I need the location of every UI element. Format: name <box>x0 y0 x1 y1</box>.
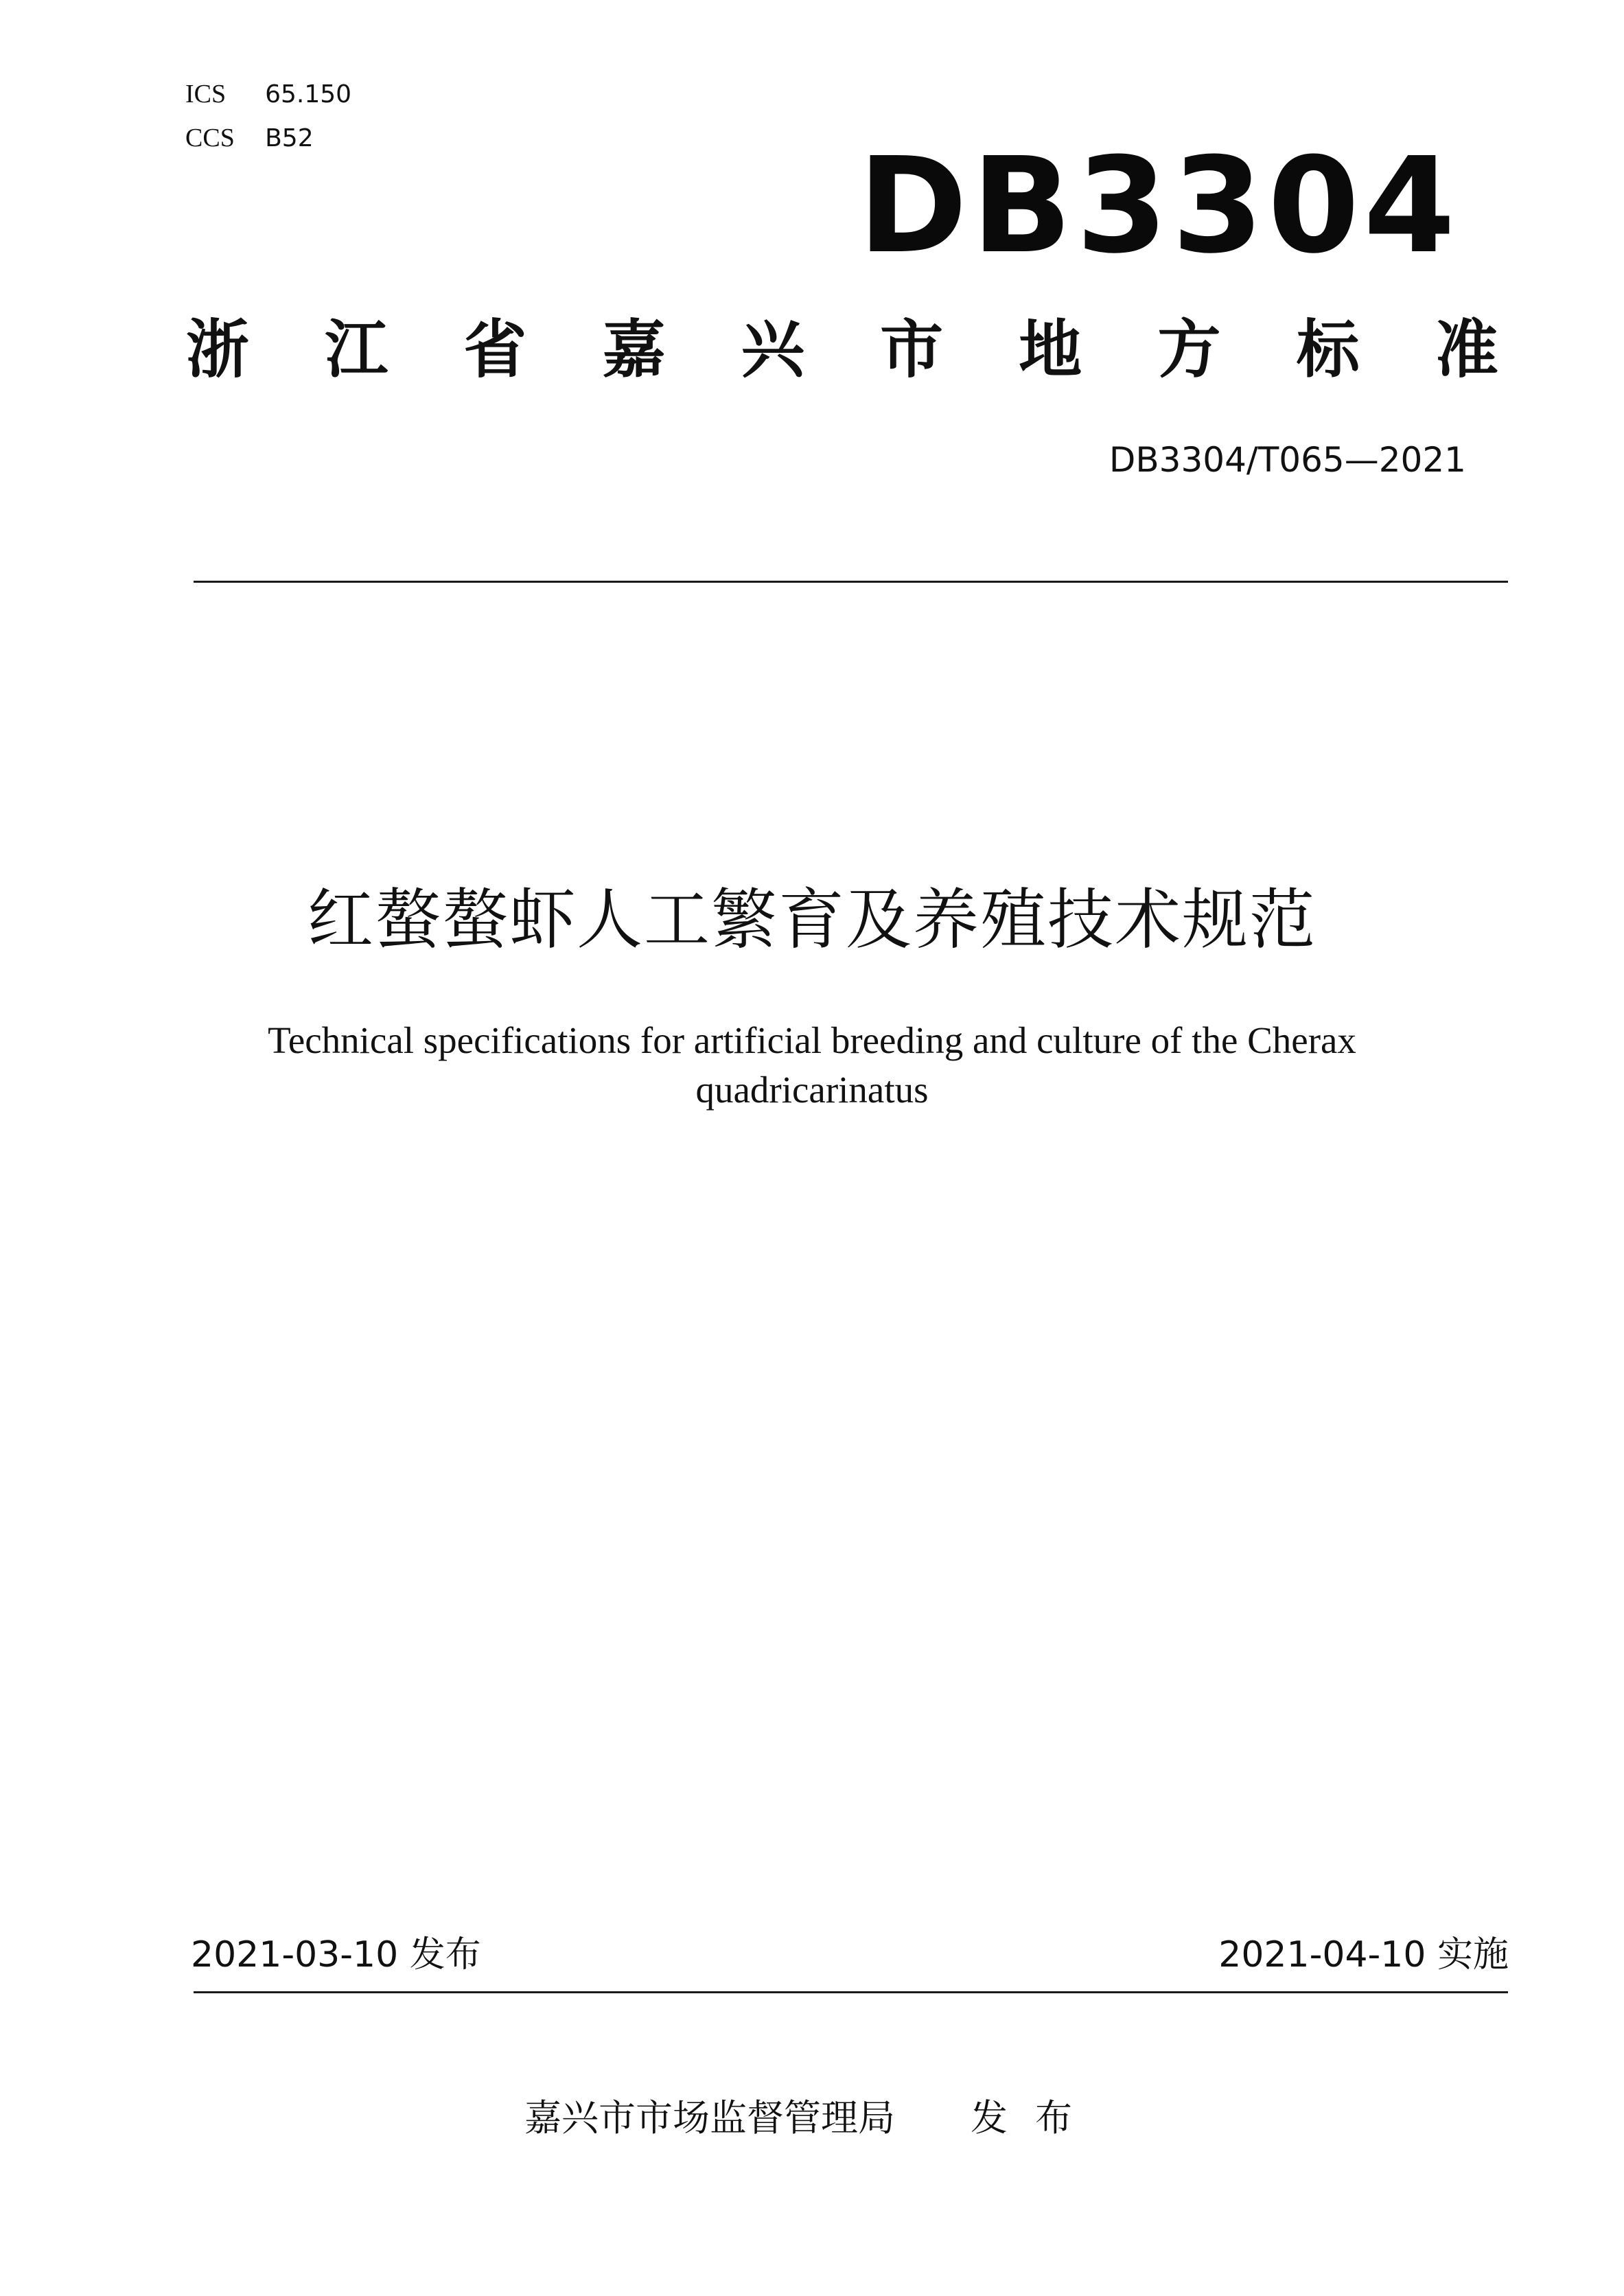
standard-type-char: 市 <box>880 313 944 386</box>
ccs-code: B52 <box>265 124 314 152</box>
issuer-name: 嘉兴市市场监督管理局 <box>524 2096 895 2140</box>
english-title: Technical specifications for artificial breeding and culture of the Cherax quadricarinatus <box>268 1019 1356 1111</box>
effective-date: 2021-04-10 实施 <box>1218 1934 1509 1975</box>
standard-number: DB3304/T065—2021 <box>1109 440 1466 480</box>
ccs-classification <box>185 121 314 155</box>
standard-type-char: 兴 <box>741 313 804 386</box>
issue-date: 2021-03-10 发布 <box>191 1934 481 1975</box>
standard-type-char: 方 <box>1157 313 1221 386</box>
issuer-line <box>0 2095 1624 2142</box>
standard-type-char: 地 <box>1019 313 1082 386</box>
standard-type-char: 省 <box>463 313 527 386</box>
ics-classification <box>185 77 351 111</box>
issuer-action: 发布 <box>971 2096 1100 2140</box>
chinese-title: 红螯螯虾人工繁育及养殖技术规范 <box>308 881 1316 958</box>
standard-type-char: 准 <box>1435 313 1498 386</box>
standard-type-char: 江 <box>325 313 388 386</box>
top-divider <box>194 581 1508 583</box>
standard-type-char: 标 <box>1296 313 1360 386</box>
standard-type-char: 浙 <box>185 313 249 386</box>
db-code-logo: DB3304 <box>858 130 1460 283</box>
ccs-label: CCS <box>185 124 235 152</box>
standard-type-heading <box>180 312 1505 388</box>
ics-label: ICS <box>185 80 227 108</box>
ics-code: 65.150 <box>265 80 352 108</box>
bottom-divider <box>194 1991 1508 1993</box>
standard-type-char: 嘉 <box>602 313 666 386</box>
